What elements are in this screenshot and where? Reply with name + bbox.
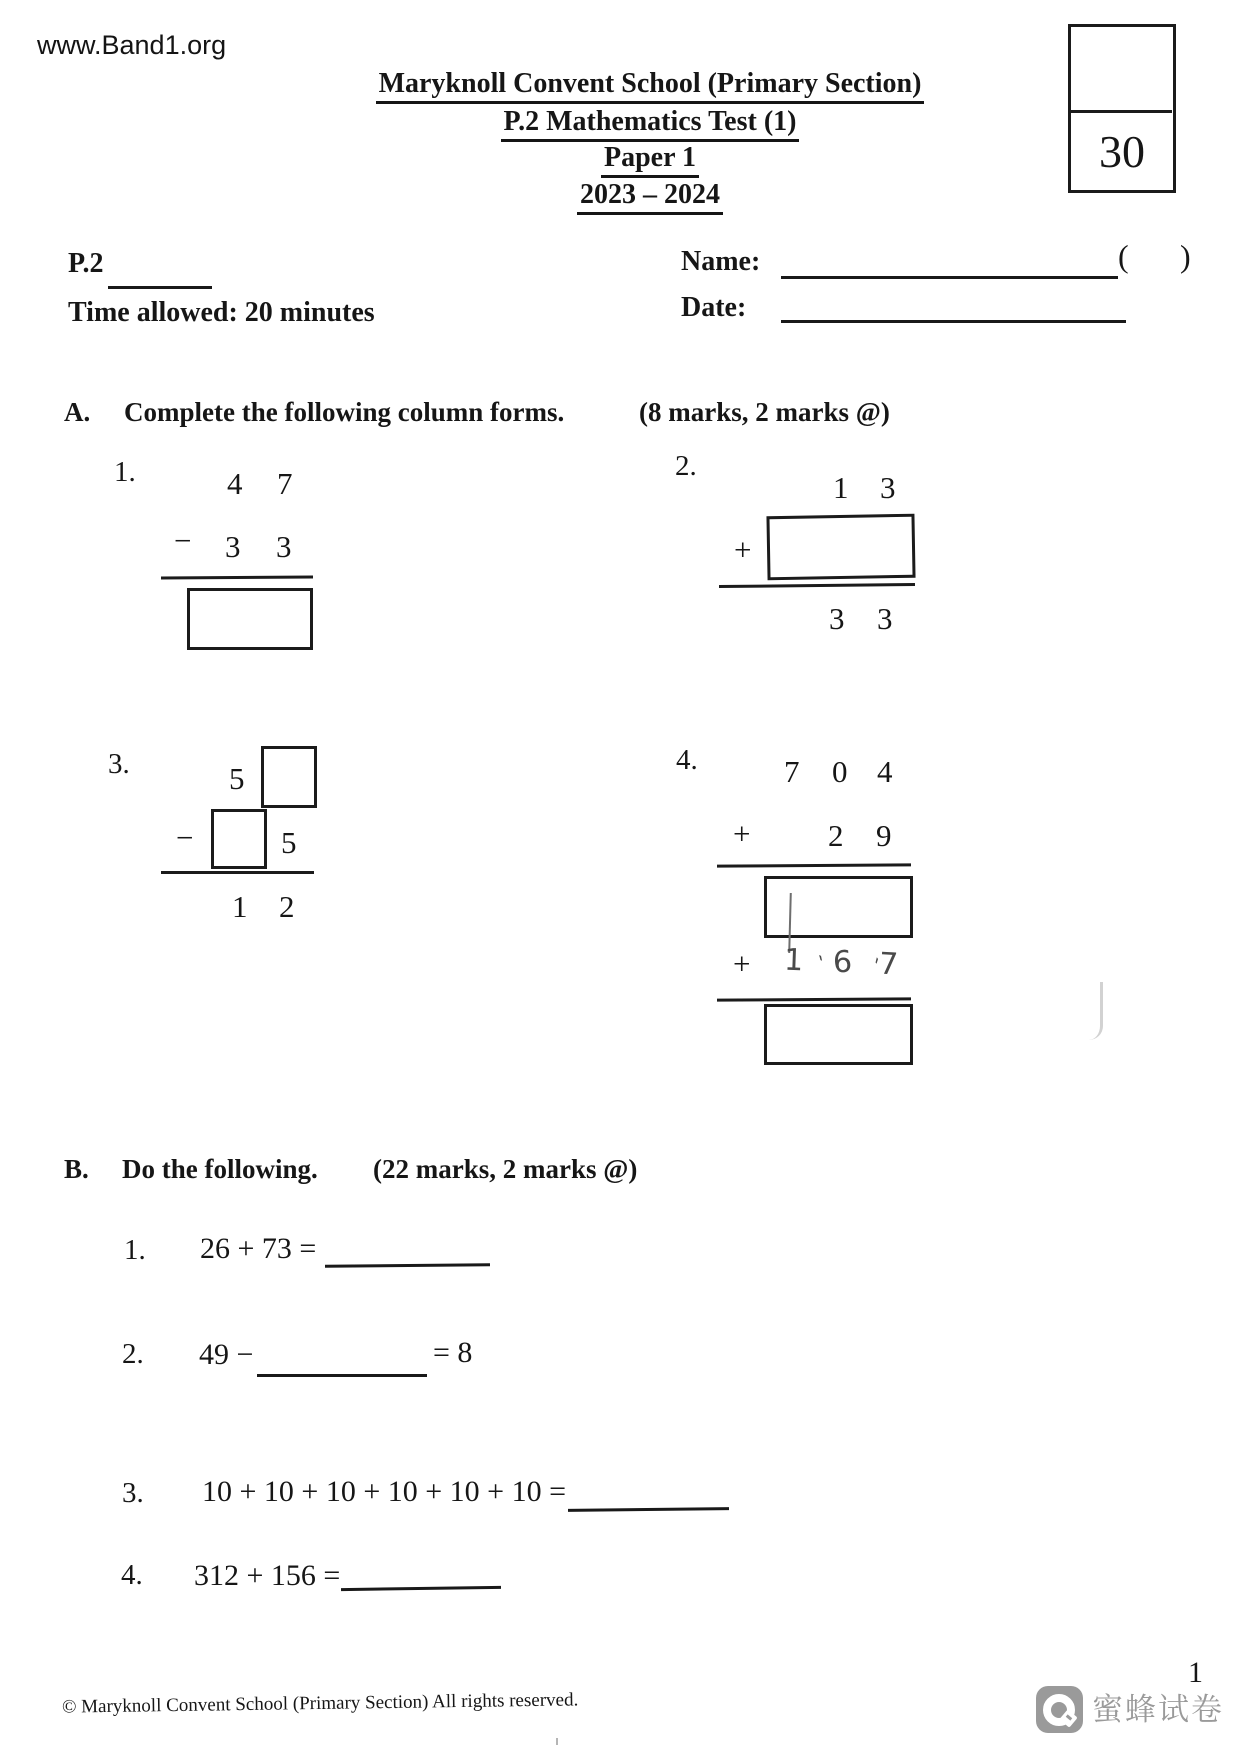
scan-artifact bbox=[1086, 982, 1103, 1040]
digit: 7 bbox=[784, 754, 800, 789]
digit: 9 bbox=[876, 818, 892, 853]
name-paren-open: ( bbox=[1118, 238, 1129, 274]
digit: 2 bbox=[279, 889, 295, 924]
digit: 2 bbox=[828, 818, 844, 853]
item-expression: 26 + 73 = bbox=[200, 1232, 317, 1265]
pencil-tick: ` bbox=[856, 955, 884, 979]
answer-box bbox=[764, 1004, 913, 1065]
digit: 4 bbox=[877, 754, 893, 789]
paper-title: Paper 1 bbox=[601, 144, 699, 178]
digit: 5 bbox=[281, 825, 297, 860]
minus-sign: − bbox=[176, 820, 194, 855]
digit: 5 bbox=[229, 761, 245, 796]
answer-underline bbox=[325, 1263, 490, 1267]
item-number: 2. bbox=[122, 1338, 144, 1370]
pencil-digit: 7 bbox=[878, 946, 900, 983]
class-underline bbox=[108, 286, 212, 289]
name-underline bbox=[781, 276, 1118, 279]
brand-watermark-text: 蜜蜂试卷 bbox=[1092, 1692, 1224, 1727]
digit: 3 bbox=[225, 529, 241, 564]
class-prefix: P.2 bbox=[68, 248, 104, 279]
item-suffix: = 8 bbox=[433, 1336, 473, 1369]
sum-rule bbox=[161, 575, 313, 579]
name-label: Name: bbox=[681, 246, 761, 277]
answer-box bbox=[261, 746, 317, 808]
scan-speck bbox=[556, 1738, 558, 1745]
answer-box bbox=[764, 876, 913, 938]
digit: 3 bbox=[880, 470, 896, 505]
year-title: 2023 – 2024 bbox=[577, 181, 723, 215]
title-school-row bbox=[60, 70, 1240, 104]
bee-logo-icon bbox=[1036, 1686, 1083, 1733]
problem-1-number: 1. bbox=[114, 456, 136, 488]
digit: 3 bbox=[829, 601, 845, 636]
title-paper-row bbox=[60, 144, 1240, 178]
answer-box bbox=[187, 588, 313, 650]
pencil-tick: ` bbox=[807, 952, 828, 981]
section-b-instruction: Do the following. bbox=[122, 1154, 318, 1184]
time-allowed: Time allowed: 20 minutes bbox=[68, 297, 375, 328]
minus-sign: − bbox=[174, 523, 192, 558]
date-underline bbox=[781, 320, 1126, 323]
sum-rule bbox=[717, 863, 911, 867]
plus-sign: + bbox=[733, 946, 751, 981]
test-title: P.2 Mathematics Test (1) bbox=[501, 108, 800, 142]
item-expression: 49 − bbox=[199, 1338, 254, 1371]
title-year-row bbox=[60, 181, 1240, 215]
answer-box bbox=[211, 809, 267, 869]
score-total: 30 bbox=[1099, 126, 1145, 177]
problem-3-number: 3. bbox=[108, 748, 130, 780]
sum-rule bbox=[161, 871, 314, 874]
item-number: 3. bbox=[122, 1477, 144, 1509]
section-b-marks: (22 marks, 2 marks @) bbox=[373, 1154, 638, 1184]
item-expression: 10 + 10 + 10 + 10 + 10 + 10 = bbox=[202, 1475, 567, 1508]
problem-4-number: 4. bbox=[676, 744, 698, 776]
plus-sign: + bbox=[733, 816, 751, 851]
answer-underline bbox=[341, 1586, 501, 1591]
name-paren-close: ) bbox=[1180, 238, 1191, 274]
digit: 7 bbox=[277, 466, 293, 501]
digit: 0 bbox=[832, 754, 848, 789]
sum-rule bbox=[719, 583, 915, 588]
problem-2-number: 2. bbox=[675, 450, 697, 482]
section-a-instruction: Complete the following column forms. bbox=[124, 397, 565, 427]
answer-box bbox=[766, 514, 915, 581]
date-label: Date: bbox=[681, 292, 747, 323]
item-number: 1. bbox=[124, 1234, 146, 1266]
section-a-label: A. bbox=[64, 397, 91, 427]
score-box bbox=[1068, 24, 1176, 193]
item-number: 4. bbox=[121, 1559, 143, 1591]
section-b-label: B. bbox=[64, 1154, 89, 1184]
digit: 3 bbox=[276, 529, 292, 564]
digit: 4 bbox=[227, 466, 243, 501]
answer-underline bbox=[568, 1507, 729, 1512]
footer-copyright: © Maryknoll Convent School (Primary Section) All rights reserved. bbox=[61, 1689, 579, 1718]
answer-underline bbox=[257, 1374, 427, 1377]
site-watermark: www.Band1.org bbox=[37, 30, 227, 60]
school-title: Maryknoll Convent School (Primary Section) bbox=[376, 70, 925, 104]
item-expression: 312 + 156 = bbox=[194, 1559, 341, 1592]
sum-rule bbox=[717, 997, 911, 1001]
pencil-digit: 6 bbox=[832, 944, 853, 981]
digit: 1 bbox=[833, 470, 849, 505]
page-number: 1 bbox=[1188, 1656, 1203, 1689]
plus-sign: + bbox=[734, 532, 752, 567]
section-a-marks: (8 marks, 2 marks @) bbox=[639, 397, 890, 427]
title-test-row bbox=[60, 108, 1240, 142]
digit: 1 bbox=[232, 889, 248, 924]
pencil-digit: 1 bbox=[783, 942, 804, 979]
digit: 3 bbox=[877, 601, 893, 636]
